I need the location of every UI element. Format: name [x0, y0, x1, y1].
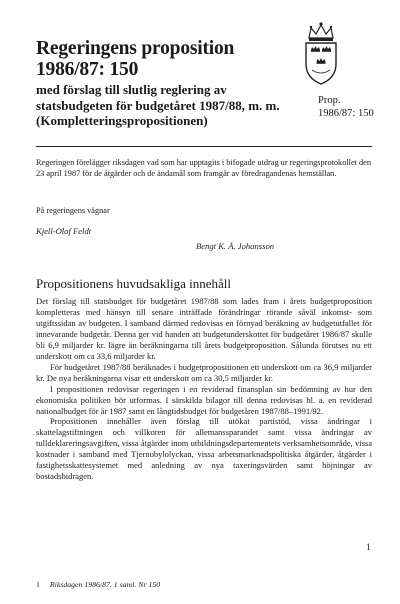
section-heading: Propositionens huvudsakliga innehåll — [36, 276, 231, 291]
body-paragraph: I propositionen redovisar regeringen i en reviderad finansplan sin bedömning av hur den ekonomiska politiken bör utformas. I särskilda bilagor till denna redovisas bl. a. en reviderad nationalbudget för år 1987 samt en långtidsbudget för budgetåren 1987/88–1991/92. — [36, 383, 372, 416]
footnote-number: 1 — [36, 580, 40, 589]
body-paragraph: För budgetåret 1987/88 beräknades i budgetpropositionen ett underskott om ca 36,9 miljarder kr. De nya beräkningarna visar ett underskott om ca 30,5 miljarder kr. — [36, 361, 372, 383]
document-subtitle: med förslag till slutlig reglering av statsbudgeten för budgetåret 1987/88, m. m. (Kompletteringspropositionen) — [36, 82, 280, 128]
document-title — [36, 38, 306, 80]
intro-paragraph: Regeringen förelägger riksdagen vad som har upptagits i bifogade utdrag ur regeringsprotokollet den 23 april 1987 för de åtgärder och de ändamål som framgår av föredragandenas hemställan. — [36, 158, 371, 178]
section-body — [36, 296, 372, 482]
footnote-text: Riksdagen 1986/87. 1 saml. Nr 150 — [49, 580, 161, 589]
body-paragraph: Det förslag till statsbudget för budgetåret 1987/88 som lades fram i årets budgetproposition kompletteras med hänsyn till senare inträffade förändringar rörande såväl inkomst- som utgiftssidan av budgeten. I samband därmed redovisas en förnyad beräkning av budgetutfallet för innevarande budgetår. Denna ger vid handen att budgetunderskottet för budgetåret 1986/87 skulle bli 6,9 miljarder kr. lägre än beräkningarna till årets budgetproposition. Sålunda förutses nu ett underskott om ca 33,6 miljarder kr. — [36, 296, 372, 361]
body-paragraph: Propositionen innehåller även förslag till utökat partistöd, vissa ändringar i skattelagstiftningen och villkoren för allemanssparandet samt vissa ändringar av tulldeklareringsavgiften, vissa åtgärder inom utbildningsdepartementets verksamhetsområde, vissa kostnader i samband med Tjernobylolyckan, vissa arbetsmarknadspolitiska åtgärder, åtgärder i fastighetsskattesystemet med anledning av nya taxeringsvärden samt höjningar av bostadsbidragen. — [36, 416, 372, 482]
prop-label: Prop. — [318, 95, 341, 106]
signatory-1: Kjell-Olof Feldt — [36, 226, 92, 236]
title-line-2: 1986/87: 150 — [36, 59, 139, 80]
three-crowns-crest-icon — [296, 20, 346, 90]
on-behalf-line: På regeringens vägnar — [36, 206, 110, 215]
proposition-reference — [318, 95, 388, 120]
prop-number: 1986/87: 150 — [318, 107, 374, 119]
signatory-2: Bengt K. Å. Johansson — [196, 241, 275, 251]
horizontal-rule — [36, 146, 372, 147]
title-line-1: Regeringens proposition — [36, 38, 235, 59]
page-number: 1 — [366, 542, 371, 552]
crest-icon — [296, 20, 346, 90]
footnote — [36, 580, 160, 589]
